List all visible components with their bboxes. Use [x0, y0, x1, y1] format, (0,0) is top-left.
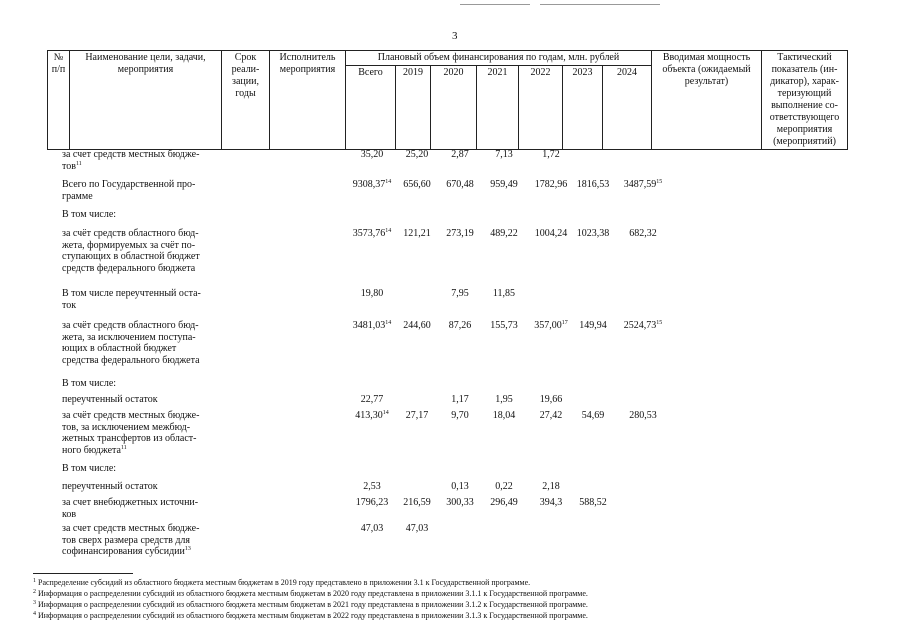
row-label [62, 179, 222, 202]
header-term: Срок реали-зации, годы [222, 51, 270, 150]
cell-value: 1004,24 [534, 228, 568, 239]
cell-value: 27,42 [539, 410, 563, 421]
cell-value: 7,13 [495, 149, 513, 160]
row-label [62, 481, 222, 493]
footnote-mark: 14 [385, 179, 392, 185]
row-label [62, 523, 222, 558]
header-year: 2023 [563, 66, 603, 150]
cell-total [345, 179, 399, 191]
cell-value: 1,17 [451, 394, 469, 405]
cell-year-2023 [570, 320, 616, 332]
cell-value: 19,80 [360, 288, 384, 299]
cell-year-2019 [399, 320, 435, 332]
row-label [62, 394, 222, 406]
row-label [62, 378, 222, 390]
cell-year-2019 [399, 228, 435, 240]
row-label-text: переучтенный остаток [62, 481, 158, 492]
cell-value: 155,73 [490, 320, 518, 331]
cell-year-2019 [399, 523, 435, 535]
cell-year-2019 [399, 149, 435, 161]
row-label-text: за счёт средств областного бюд- жета, за исключением поступа- ющих в областной бюджет средства федерального бюджета [62, 320, 200, 366]
cell-year-2020 [437, 228, 483, 240]
row-label [62, 288, 222, 311]
cell-year-2020 [437, 288, 483, 300]
row-label [62, 209, 222, 221]
cell-value: 959,49 [490, 179, 518, 190]
footnote-mark: 4 [33, 611, 36, 617]
cell-value: 682,32 [629, 228, 657, 239]
footnote-mark: 17 [561, 320, 568, 326]
cell-year-2024 [613, 228, 673, 240]
header-year: 2024 [603, 66, 652, 150]
header-year: 2021 [477, 66, 519, 150]
cell-year-2021 [481, 394, 527, 406]
row-label-text: переучтенный остаток [62, 394, 158, 405]
cell-value: 273,19 [446, 228, 474, 239]
cell-value: 296,49 [490, 497, 518, 508]
cell-year-2020 [437, 320, 483, 332]
row-label-text: за счет внебюджетных источни- ков [62, 497, 199, 520]
cell-value: 2524,73 [623, 320, 657, 331]
cell-year-2021 [481, 410, 527, 422]
row-label [62, 320, 222, 366]
row-label-text: В том числе: [62, 209, 117, 220]
footnote-mark: 2 [33, 589, 36, 595]
cell-value: 394,3 [539, 497, 563, 508]
cell-year-2023 [570, 497, 616, 509]
cell-value: 27,17 [405, 410, 429, 421]
cell-year-2021 [481, 497, 527, 509]
cell-year-2021 [481, 288, 527, 300]
cell-value: 35,20 [360, 149, 384, 160]
footnote [33, 578, 530, 587]
row-label-text: Всего по Государственной про- грамме [62, 179, 196, 202]
cell-value: 3481,03 [352, 320, 386, 331]
cell-value: 149,94 [579, 320, 607, 331]
cell-total [345, 288, 399, 300]
cell-value: 2,53 [363, 481, 381, 492]
cell-year-2021 [481, 149, 527, 161]
header-executor: Исполнитель мероприятия [270, 51, 346, 150]
footnote-mark: 1 [33, 578, 36, 584]
cell-value: 656,60 [403, 179, 431, 190]
footnote [33, 589, 588, 598]
row-label-text: за счёт средств областного бюд- жета, формируемых за счёт по- ступающих в областной бюджет средств федерального бюджета [62, 228, 200, 274]
scan-speck [460, 4, 530, 5]
footnote-mark: 15 [656, 179, 663, 185]
cell-total [345, 149, 399, 161]
cell-value: 47,03 [360, 523, 384, 534]
header-year: 2020 [431, 66, 477, 150]
cell-year-2019 [399, 179, 435, 191]
cell-value: 280,53 [629, 410, 657, 421]
cell-value: 1816,53 [576, 179, 610, 190]
footnote-mark: 11 [75, 160, 82, 167]
cell-total [345, 497, 399, 509]
header-num: № п/п [48, 51, 70, 150]
header-indicator: Тактический показатель (ин-дикатор), харак-теризующий выполнение со-ответствующего мероприятия (мероприятий) [762, 51, 848, 150]
cell-year-2020 [437, 481, 483, 493]
row-label [62, 228, 222, 274]
header-plan: Плановый объем финансирования по годам, млн. рублей [346, 51, 652, 66]
footnote-mark: 14 [385, 228, 392, 234]
cell-value: 1023,38 [576, 228, 610, 239]
cell-value: 3487,59 [623, 179, 657, 190]
row-label [62, 497, 222, 520]
row-label-text: за счет средств местных бюдже- тов [62, 149, 200, 172]
cell-value: 9,70 [451, 410, 469, 421]
cell-year-2019 [399, 497, 435, 509]
footnote-text: Информация о распределении субсидий из областного бюджета местным бюджетам в 2022 году представлена в приложении 3.1.3 к Государственной программе. [36, 611, 588, 620]
footnote-separator [33, 573, 133, 574]
cell-year-2020 [437, 179, 483, 191]
footnote-text: Распределение субсидий из областного бюджета местным бюджетам в 2019 году представлено в приложении 3.1 к Государственной программе. [36, 578, 531, 587]
footnote-text: Информация о распределении субсидий из областного бюджета местным бюджетам в 2021 году представлена в приложении 3.1.2 к Государственной программе. [36, 600, 588, 609]
page-number: 3 [452, 30, 458, 42]
footnote-text: Информация о распределении субсидий из областного бюджета местным бюджетам в 2020 году представлена в приложении 3.1.1 к Государственной программе. [36, 589, 588, 598]
cell-value: 47,03 [405, 523, 429, 534]
cell-value: 19,66 [539, 394, 563, 405]
row-label-text: В том числе: [62, 378, 117, 389]
cell-value: 2,18 [542, 481, 560, 492]
cell-year-2022 [525, 481, 577, 493]
cell-year-2020 [437, 149, 483, 161]
cell-year-2023 [570, 179, 616, 191]
footnote-mark: 15 [656, 320, 663, 326]
cell-value: 11,85 [492, 288, 516, 299]
cell-value: 18,04 [492, 410, 516, 421]
cell-total [345, 481, 399, 493]
cell-value: 7,95 [451, 288, 469, 299]
row-label-text: за счёт средств местных бюдже- тов, за исключением межбюд- жетных трансфертов из област- ного бюджета [62, 410, 200, 456]
header-total: Всего [346, 66, 396, 150]
row-label-text: за счет средств местных бюдже- тов сверх размера средств для софинансирования субсидии [62, 523, 200, 557]
row-label [62, 149, 222, 172]
cell-value: 0,22 [495, 481, 513, 492]
cell-year-2021 [481, 179, 527, 191]
cell-value: 2,87 [451, 149, 469, 160]
cell-year-2023 [570, 410, 616, 422]
cell-year-2020 [437, 410, 483, 422]
cell-value: 216,59 [403, 497, 431, 508]
cell-value: 300,33 [446, 497, 474, 508]
cell-value: 25,20 [405, 149, 429, 160]
cell-value: 670,48 [446, 179, 474, 190]
footnote [33, 611, 588, 620]
cell-value: 1,72 [542, 149, 560, 160]
row-label [62, 463, 222, 475]
cell-value: 489,22 [490, 228, 518, 239]
row-label-text: В том числе: [62, 463, 117, 474]
footnote-mark: 11 [121, 444, 127, 451]
footnote-mark: 14 [385, 320, 392, 326]
cell-year-2024 [613, 320, 673, 332]
scan-speck [540, 4, 660, 5]
cell-value: 87,26 [448, 320, 472, 331]
cell-year-2020 [437, 497, 483, 509]
cell-value: 588,52 [579, 497, 607, 508]
cell-value: 244,60 [403, 320, 431, 331]
footnote [33, 600, 588, 609]
cell-value: 357,00 [534, 320, 562, 331]
header-capacity: Вводимая мощность объекта (ожидаемый результат) [652, 51, 762, 150]
cell-value: 121,21 [403, 228, 431, 239]
header-year: 2019 [396, 66, 431, 150]
cell-year-2019 [399, 410, 435, 422]
cell-value: 0,13 [451, 481, 469, 492]
cell-year-2024 [613, 410, 673, 422]
cell-year-2020 [437, 394, 483, 406]
cell-year-2022 [525, 149, 577, 161]
cell-value: 3573,76 [352, 228, 386, 239]
cell-year-2022 [525, 394, 577, 406]
cell-value: 54,69 [581, 410, 605, 421]
cell-total [345, 523, 399, 535]
cell-year-2024 [613, 179, 673, 191]
cell-value: 1796,23 [355, 497, 389, 508]
header-year: 2022 [519, 66, 563, 150]
footnote-mark: 3 [33, 600, 36, 606]
cell-value: 1782,96 [534, 179, 568, 190]
cell-year-2023 [570, 228, 616, 240]
cell-value: 22,77 [360, 394, 384, 405]
cell-total [345, 394, 399, 406]
cell-year-2021 [481, 320, 527, 332]
row-label-text: В том числе переучтенный оста- ток [62, 288, 201, 311]
cell-value: 413,30 [355, 410, 383, 421]
footnote-mark: 13 [184, 546, 191, 552]
header-name: Наименование цели, задачи, мероприятия [70, 51, 222, 150]
cell-year-2021 [481, 228, 527, 240]
table-header [47, 50, 848, 150]
cell-total [345, 320, 399, 332]
cell-total [345, 228, 399, 240]
cell-total [345, 410, 399, 422]
cell-value: 1,95 [495, 394, 513, 405]
footnote-mark: 14 [382, 410, 389, 416]
cell-value: 9308,37 [352, 179, 386, 190]
cell-year-2021 [481, 481, 527, 493]
row-label [62, 410, 222, 456]
